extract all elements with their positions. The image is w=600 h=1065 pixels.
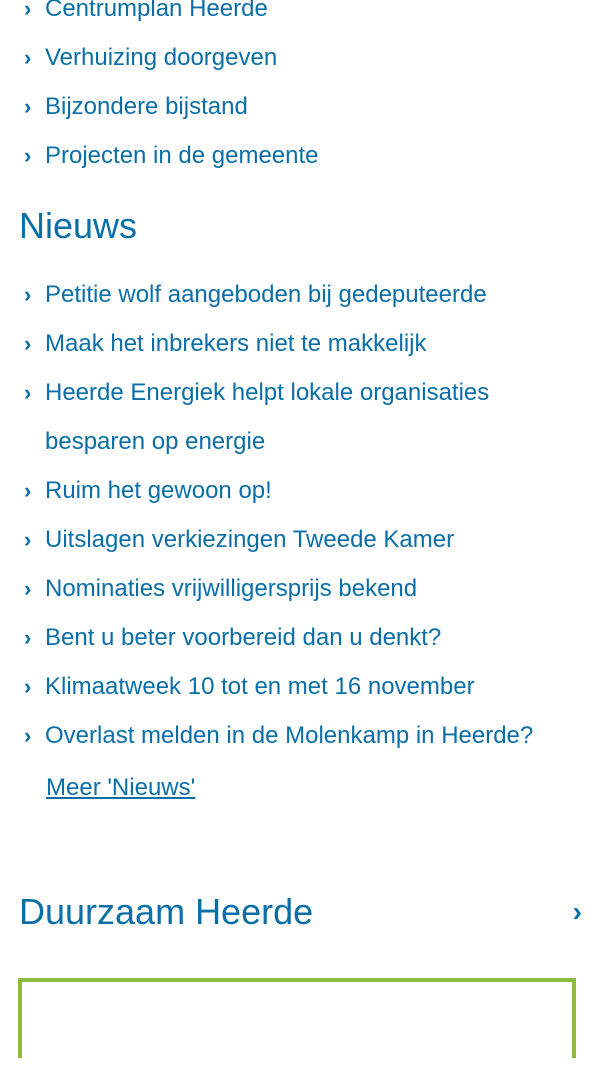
news-link[interactable]: Uitslagen verkiezingen Tweede Kamer [45,526,455,553]
news-list [0,270,600,760]
news-item[interactable] [0,711,600,760]
chevron-right-icon[interactable]: › [572,896,582,927]
list-item[interactable] [0,33,600,82]
chevron-right-icon: › [24,723,32,748]
more-news-link[interactable]: Meer 'Nieuws' [46,774,196,801]
news-item[interactable] [0,564,600,613]
chevron-right-icon: › [24,143,32,168]
chevron-right-icon: › [24,0,32,21]
news-link[interactable]: Overlast melden in de Molenkamp in Heerde? [45,722,534,749]
link[interactable]: Bijzondere bijstand [45,93,248,120]
chevron-right-icon: › [24,282,32,307]
link[interactable]: Projecten in de gemeente [45,142,319,169]
link[interactable]: Centrumplan Heerde [45,0,268,22]
list-item[interactable] [0,82,600,131]
duurzaam-content-box [18,978,576,1058]
list-item[interactable] [0,0,600,33]
news-item[interactable] [0,515,600,564]
news-link[interactable]: Petitie wolf aangeboden bij gedeputeerde [45,281,487,308]
news-link[interactable]: Nominaties vrijwilligersprijs bekend [45,575,418,602]
news-link[interactable]: Heerde Energiek helpt lokale organisaties besparen op energie [45,379,490,455]
chevron-right-icon: › [24,94,32,119]
news-link[interactable]: Bent u beter voorbereid dan u denkt? [45,624,442,651]
chevron-right-icon: › [24,478,32,503]
chevron-right-icon: › [24,380,32,405]
news-link[interactable]: Ruim het gewoon op! [45,477,272,504]
chevron-right-icon: › [24,45,32,70]
chevron-right-icon: › [24,674,32,699]
news-item[interactable] [0,368,600,466]
news-item[interactable] [0,466,600,515]
news-heading: Nieuws [19,205,138,246]
duurzaam-heading: Duurzaam Heerde [19,891,314,932]
link[interactable]: Verhuizing doorgeven [45,44,278,71]
news-item[interactable] [0,319,600,368]
news-link[interactable]: Maak het inbrekers niet te makkelijk [45,330,427,357]
news-item[interactable] [0,662,600,711]
news-item[interactable] [0,270,600,319]
chevron-right-icon: › [24,625,32,650]
duurzaam-section-header[interactable] [0,882,600,942]
chevron-right-icon: › [24,331,32,356]
chevron-right-icon: › [24,576,32,601]
list-item[interactable] [0,131,600,180]
top-link-list [0,0,600,180]
news-item[interactable] [0,613,600,662]
news-link[interactable]: Klimaatweek 10 tot en met 16 november [45,673,475,700]
chevron-right-icon: › [24,527,32,552]
